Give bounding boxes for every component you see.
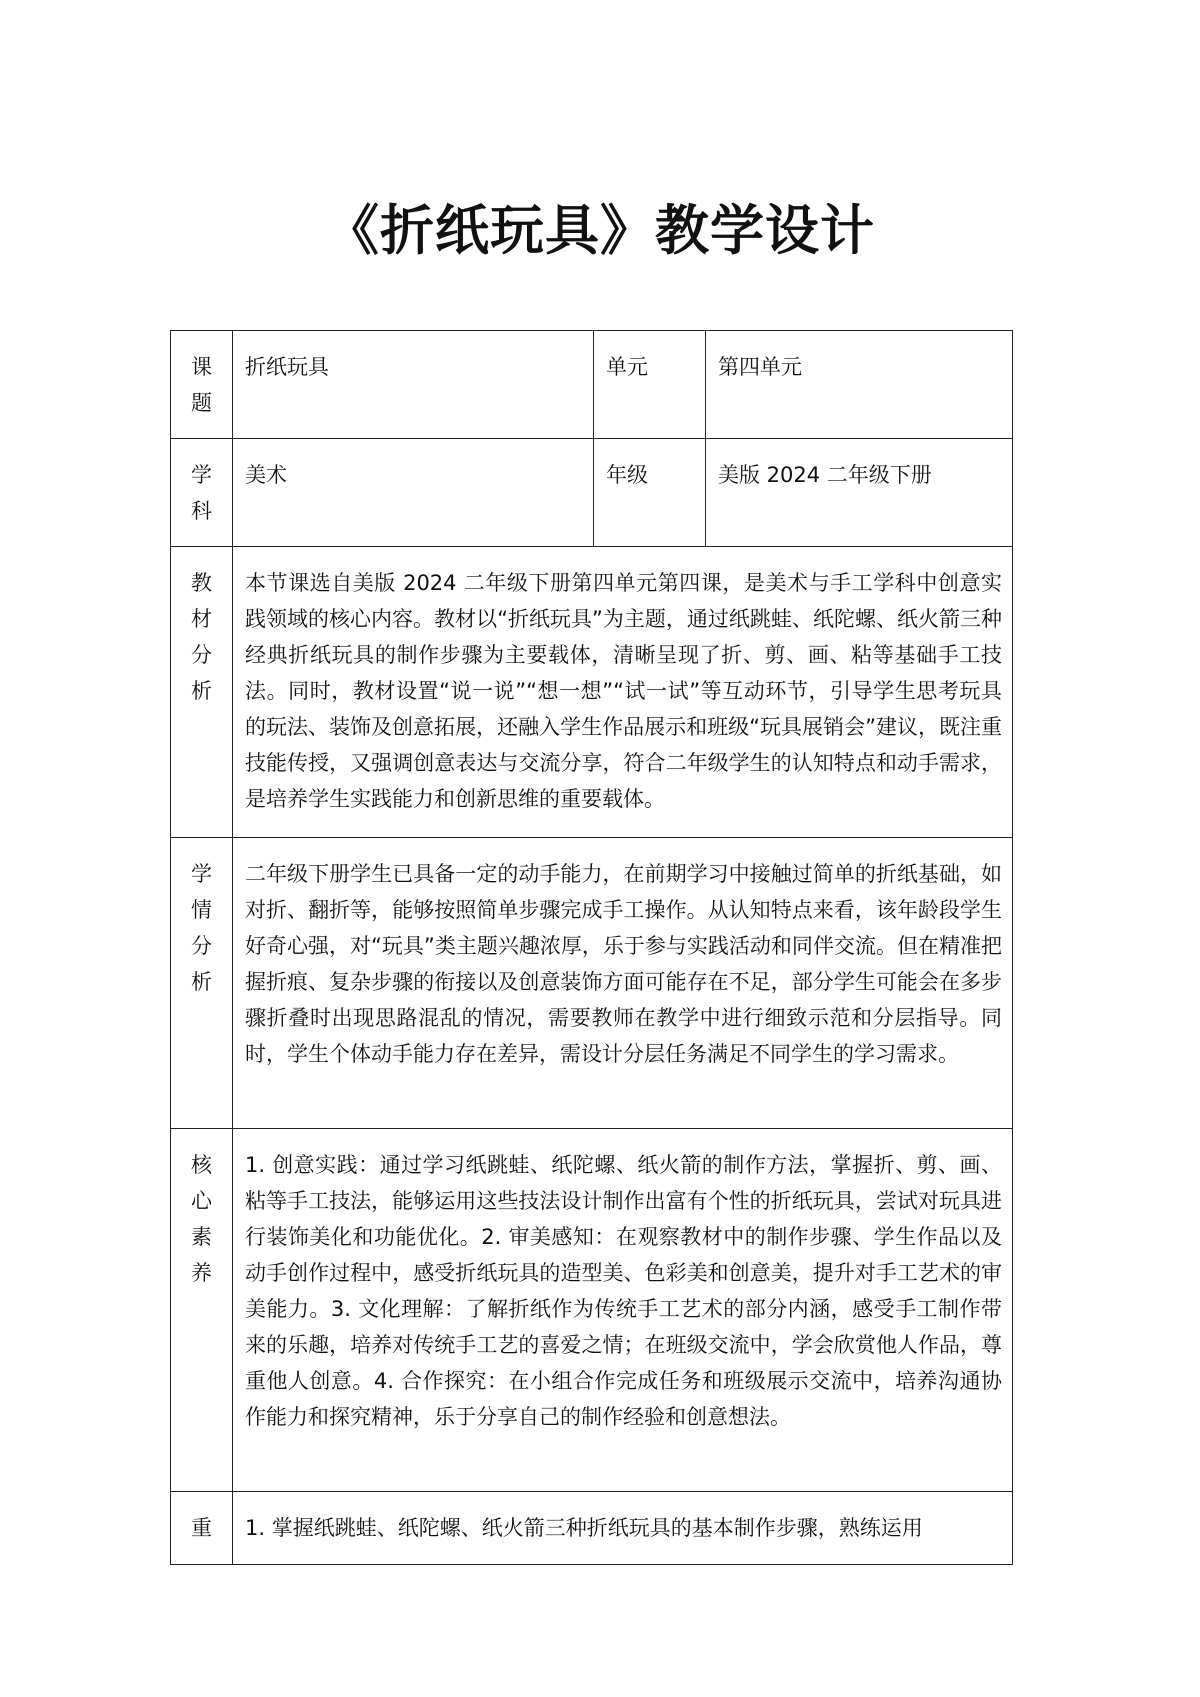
row-value-cell — [706, 439, 1013, 547]
table-row-subject — [171, 439, 1013, 547]
lesson-plan-table — [170, 330, 1013, 1565]
row-value-key-points: 1. 掌握纸跳蛙、纸陀螺、纸火箭三种折纸玩具的基本制作步骤，熟练运用 — [245, 1516, 923, 1540]
row-label-subject: 学科 — [191, 463, 212, 523]
row-label-cell — [171, 838, 233, 1129]
row-label-cell — [171, 439, 233, 547]
table-row-student-analysis — [171, 838, 1013, 1129]
row-label-topic: 课题 — [191, 355, 212, 415]
row-value-core-literacy: 1. 创意实践：通过学习纸跳蛙、纸陀螺、纸火箭的制作方法，掌握折、剪、画、粘等手工技法，能够运用这些技法设计制作出富有个性的折纸玩具，尝试对玩具进行装饰美化和功能优化。2. 审美感知：在观察教材中的制作步骤、学生作品以及动手创作过程中，感受折纸玩具的造型美、色彩美和创意美，提升对手工艺术的审美能力。3. 文化理解：了解折纸作为传统手工艺术的部分内涵，感受手工制作带来的乐趣，培养对传统手工艺的喜爱之情；在班级交流中，学会欣赏他人作品，尊重他人创意。4. 合作探究：在小组合作完成任务和班级展示交流中，培养沟通协作能力和探究精神，乐于分享自己的制作经验和创意想法。 — [245, 1153, 1002, 1429]
row-label-cell — [594, 439, 706, 547]
row-label-cell — [171, 547, 233, 838]
row-value-unit: 第四单元 — [718, 355, 802, 379]
row-label-core-literacy: 核心素养 — [191, 1153, 212, 1285]
table-row-key-points — [171, 1492, 1013, 1565]
row-label-unit: 单元 — [606, 355, 648, 379]
row-label-cell — [171, 1492, 233, 1565]
table-row-textbook-analysis — [171, 547, 1013, 838]
row-value-topic: 折纸玩具 — [245, 355, 329, 379]
row-value-cell — [233, 1492, 1013, 1565]
row-value-cell — [233, 439, 594, 547]
row-value-subject: 美术 — [245, 463, 287, 487]
row-label-student-analysis: 学情分析 — [191, 862, 212, 994]
table-row-topic — [171, 331, 1013, 439]
row-label-cell — [171, 1129, 233, 1492]
row-label-key-points: 重 — [191, 1516, 212, 1540]
row-label-cell — [594, 331, 706, 439]
row-value-cell — [233, 1129, 1013, 1492]
row-value-cell — [706, 331, 1013, 439]
row-value-textbook-analysis: 本节课选自美版 2024 二年级下册第四单元第四课，是美术与手工学科中创意实践领域的核心内容。教材以“折纸玩具”为主题，通过纸跳蛙、纸陀螺、纸火箭三种经典折纸玩具的制作步骤为主要载体，清晰呈现了折、剪、画、粘等基础手工技法。同时，教材设置“说一说”“想一想”“试一试”等互动环节，引导学生思考玩具的玩法、装饰及创意拓展，还融入学生作品展示和班级“玩具展销会”建议，既注重技能传授，又强调创意表达与交流分享，符合二年级学生的认知特点和动手需求，是培养学生实践能力和创新思维的重要载体。 — [245, 571, 1002, 811]
row-label-cell — [171, 331, 233, 439]
page-title: 《折纸玩具》教学设计 — [325, 199, 875, 262]
row-value-cell — [233, 838, 1013, 1129]
row-label-grade: 年级 — [606, 463, 648, 487]
row-value-grade: 美版 2024 二年级下册 — [718, 463, 932, 487]
table-row-core-literacy — [171, 1129, 1013, 1492]
row-label-textbook-analysis: 教材分析 — [191, 571, 212, 703]
row-value-student-analysis: 二年级下册学生已具备一定的动手能力，在前期学习中接触过简单的折纸基础，如对折、翻折等，能够按照简单步骤完成手工操作。从认知特点来看，该年龄段学生好奇心强，对“玩具”类主题兴趣浓厚，乐于参与实践活动和同伴交流。但在精准把握折痕、复杂步骤的衔接以及创意装饰方面可能存在不足，部分学生可能会在多步骤折叠时出现思路混乱的情况，需要教师在教学中进行细致示范和分层指导。同时，学生个体动手能力存在差异，需设计分层任务满足不同学生的学习需求。 — [245, 862, 1002, 1066]
row-value-cell — [233, 331, 594, 439]
row-value-cell — [233, 547, 1013, 838]
